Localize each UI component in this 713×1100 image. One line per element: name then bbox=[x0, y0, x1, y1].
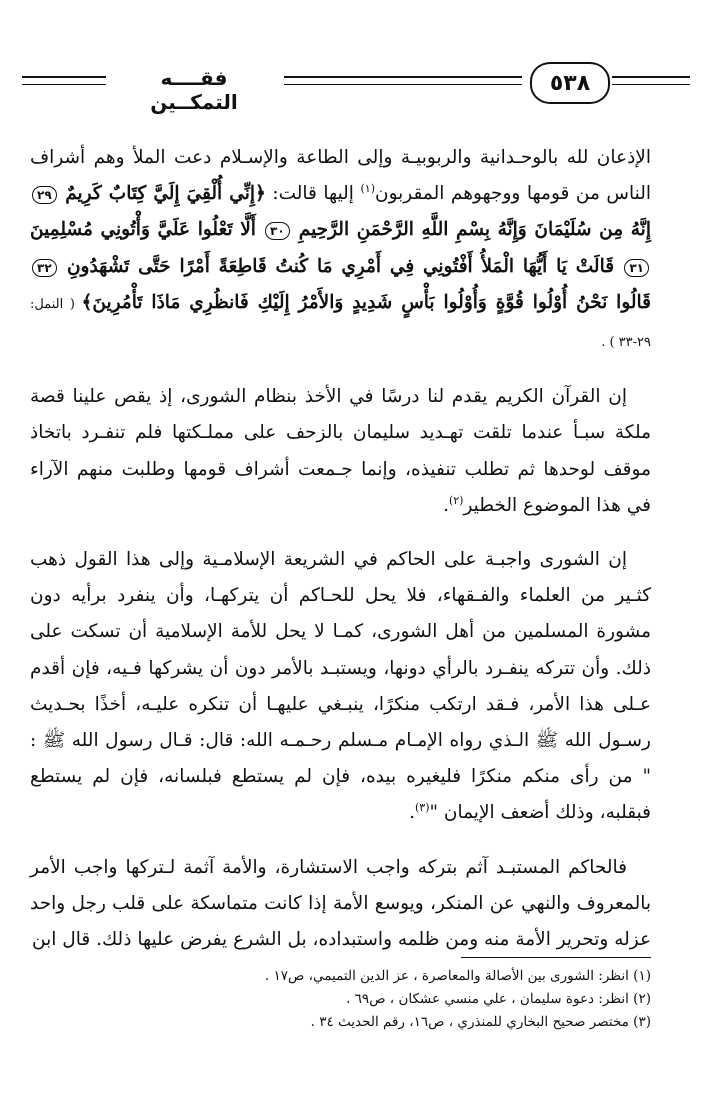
quran-verse: إِنَّهُ مِن سُلَيْمَانَ وَإِنَّهُ بِسْمِ اللَّهِ الرَّحْمَنِ الرَّحِيمِ bbox=[298, 219, 651, 241]
paragraph-text: فالحاكم المستبـد آثم بتركه واجب الاستشارة، والأمة آثمة لـتركها واجب الأمر بالمعروف والنهي عن المنكر، ويوسع الأمة إذا كانت متماسكة على قلب رجل واحد عزله وتحرير الأمة منه ومن ظلمه واستبداده، بل الشرع يفرض عليها ذلك. قال ابن bbox=[30, 856, 651, 951]
paragraph-text: إليها قالت: bbox=[265, 183, 361, 205]
header-rule-left-thin bbox=[22, 84, 106, 85]
ayah-number: ٣١ bbox=[624, 259, 649, 277]
footnote-marker-1: (١) bbox=[360, 182, 376, 196]
quran-verse: أَلَّا تَعْلُوا عَلَيَّ وَأْتُونِي مُسْلِمِينَ bbox=[30, 219, 256, 241]
quran-verse: ﴿إِنِّي أُلْقِيَ إِلَيَّ كِتَابٌ كَرِيمٌ bbox=[65, 183, 266, 205]
header-rule-right bbox=[612, 76, 690, 78]
ayah-number: ٣٠ bbox=[265, 222, 290, 240]
paragraph-text: إن القرآن الكريم يقدم لنا درسًا في الأخذ بنظام الشورى، إذ يقص علينا قصة ملكة سبـأ عندما تلقت تهـديد سليمان بالزحف على مملـكتها فلم تنفـرد باتخاذ موقف لوحدها ثم تطلب تنفيذه، وإنما جـمعت أشراف قومها وطلبت منهم الآراء في هذا الموضوع الخطير bbox=[30, 386, 651, 516]
footnote-1: (١) انظر: الشورى بين الأصالة والمعاصرة ، عز الدين التميمي، ص١٧ . bbox=[264, 968, 651, 984]
header-rule-middle-thin bbox=[284, 84, 522, 85]
paragraph-1 bbox=[30, 140, 651, 361]
quran-verse: قَالَتْ يَا أَيُّهَا الْمَلأُ أَفْتُونِي فِي أَمْرِي مَا كُنتُ قَاطِعَةً أَمْرًا حَتَّى تَشْهَدُونِ bbox=[66, 255, 615, 277]
paragraph-text: الإذعان لله بالوحـدانية والربوبيـة وإلى الطاعة والإسـلام دعت الملأ وهم أشراف الناس من قومها ووجهوهم المقربون bbox=[30, 147, 652, 205]
quran-verse: قَالُوا نَحْنُ أُوْلُوا قُوَّةٍ وَأُوْلُوا بَأْسٍ شَدِيدٍ وَالأَمْرُ إِلَيْكِ فَانظُرِي مَاذَا تَأْمُرِينَ﴾ bbox=[81, 291, 651, 313]
paragraph-text: إن الشورى واجبـة على الحاكم في الشريعة الإسلامـية وإلى هذا القول ذهب كثـير من العلماء والفـقهاء، فلا يحل للحـاكم أن يتركهـا، وأن ينفرد برأيه دون مشورة المسلمين من أهل الشورى، كمـا لا يحل للأمة الإسلامية أن تسكت على ذلك. وأن تتركه ينفـرد بالرأي دونها، ويستبـد بالأمر دون أن يشركها فـيه، فإن أقدم عـلى هذا الأمر، فـقد ارتكب منكرًا، ينبـغي عليهـا أن تنكره عليـه، أخذًا بحـديث رسـول الله ﷺ الـذي رواه الإمـام مـسلم رحـمـه الله: قال: قـال رسول الله ﷺ : " من رأى منكم منكرًا فليغيره بيده، فإن لم يستطع فبلسانه، فإن لم يستطع فبقلبه، وذلك أضعف الإيمان " bbox=[30, 549, 651, 824]
page-header bbox=[22, 60, 691, 114]
footnotes bbox=[30, 965, 651, 1034]
paragraph-end: . bbox=[443, 494, 449, 516]
book-title: فقــــه التمكــين bbox=[150, 66, 238, 114]
ayah-number: ٢٩ bbox=[32, 186, 57, 204]
footnote-divider bbox=[461, 957, 651, 958]
header-rule-left bbox=[22, 76, 106, 78]
ayah-number: ٣٢ bbox=[32, 259, 57, 277]
page-number: ٥٣٨ bbox=[530, 62, 610, 104]
paragraph-2 bbox=[30, 379, 651, 524]
footnote-marker-3: (٣) bbox=[414, 801, 430, 815]
footnote-2: (٢) انظر: دعوة سليمان ، علي منسي عشكان ، ص٦٩ . bbox=[346, 991, 651, 1007]
paragraph-end: . bbox=[409, 802, 415, 824]
main-text bbox=[30, 140, 651, 976]
paragraph-3 bbox=[30, 542, 651, 832]
footnote-3: (٣) مختصر صحيح البخاري للمنذري ، ص١٦، رقم الحديث ٣٤ . bbox=[310, 1014, 651, 1030]
verse-reference: ( النمل: ٢٩-٣٣ ) . bbox=[30, 296, 651, 351]
paragraph-4 bbox=[30, 850, 651, 959]
header-rule-middle bbox=[284, 76, 522, 78]
header-rule-right-thin bbox=[612, 84, 690, 85]
footnote-marker-2: (٢) bbox=[448, 493, 464, 507]
